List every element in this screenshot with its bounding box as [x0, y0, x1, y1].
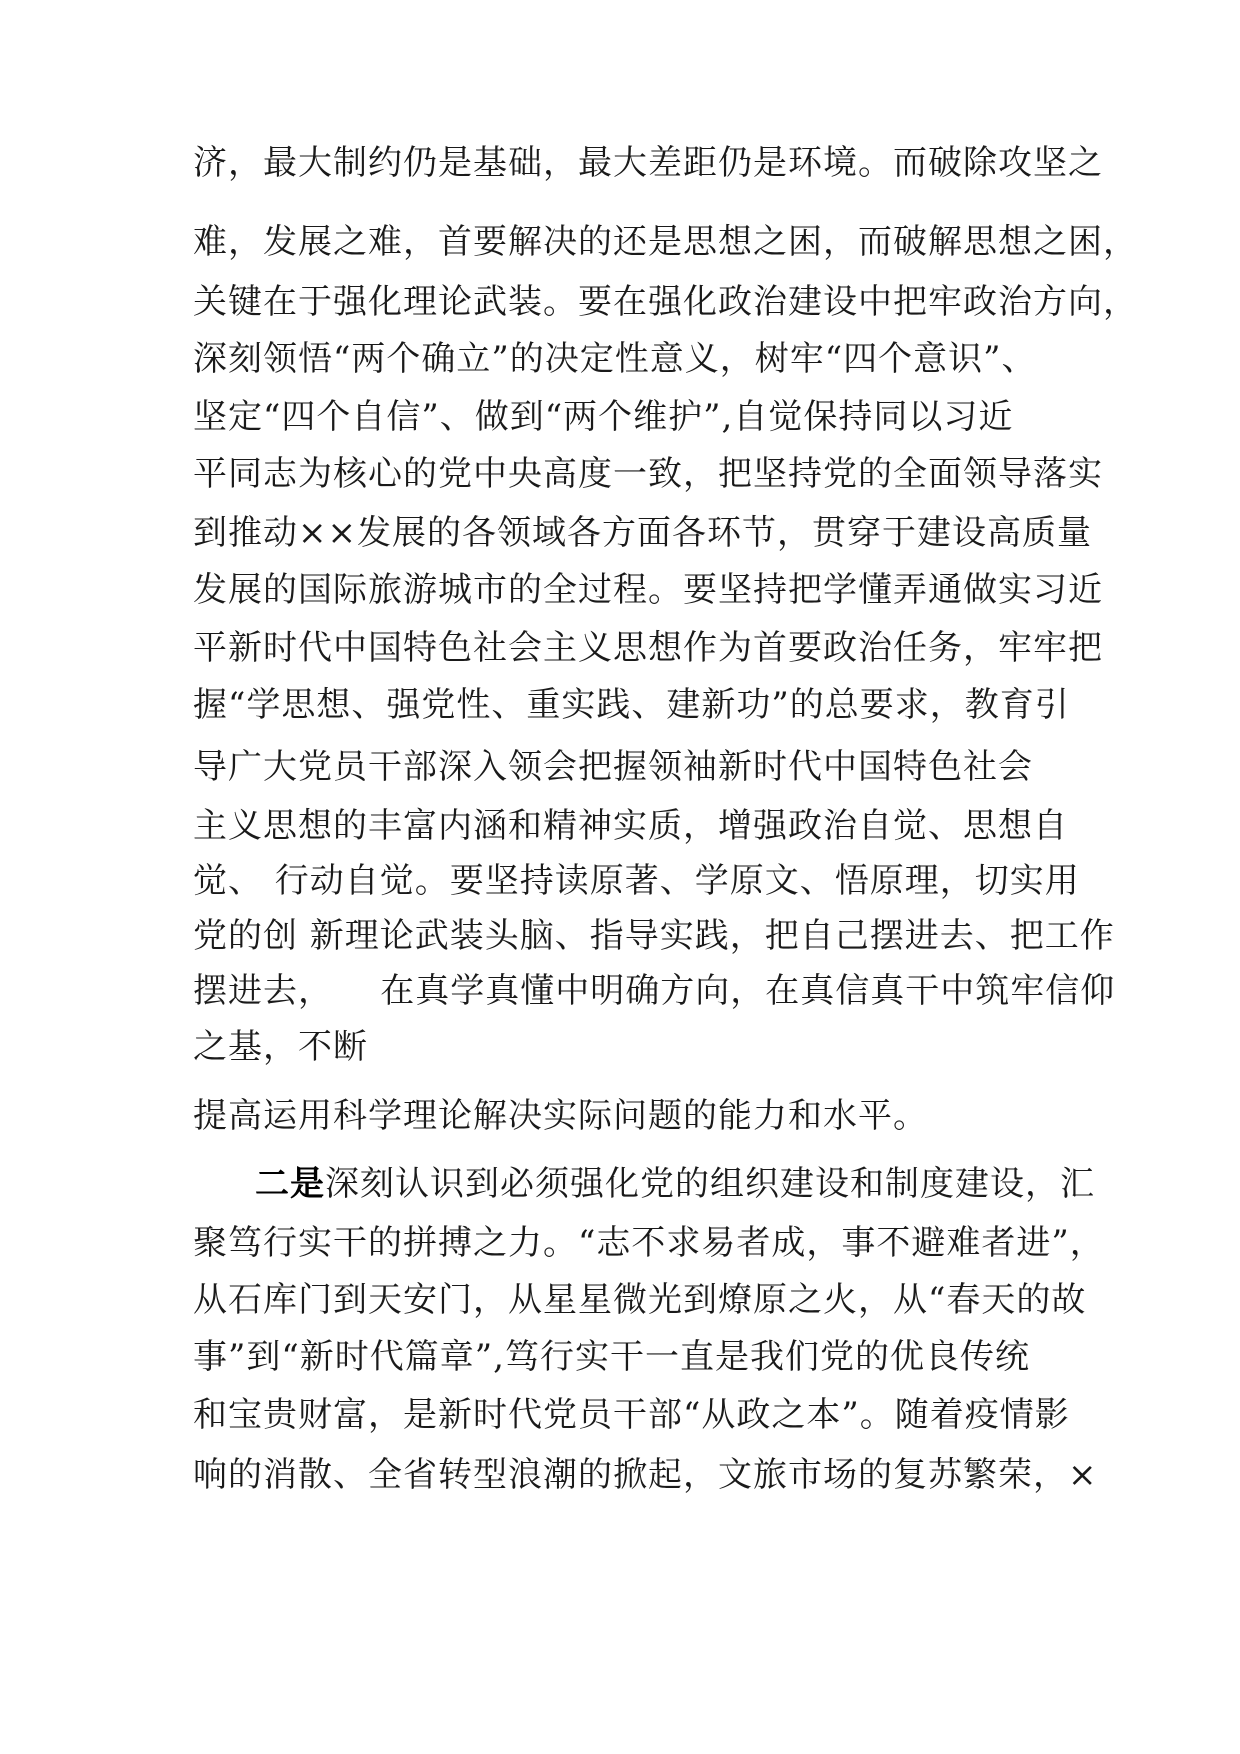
text-line: 济，最大制约仍是基础，最大差距仍是环境。而破除攻坚之 [193, 143, 1103, 183]
text-line: 事”到“新时代篇章”,笃行实干一直是我们党的优良传统 [193, 1337, 1030, 1377]
text-line: 握“学思想、强党性、重实践、建新功”的总要求，教育引 [193, 685, 1070, 725]
text-line: 难，发展之难，首要解决的还是思想之困，而破解思想之困， [193, 222, 1138, 262]
text-line: 平同志为核心的党中央高度一致，把坚持党的全面领导落实 [193, 454, 1103, 494]
text-line: 党的创 新理论武装头脑、指导实践，把自己摆进去、把工作 [193, 916, 1115, 956]
text-line: 响的消散、全省转型浪潮的掀起，文旅市场的复苏繁荣，× [193, 1455, 1098, 1495]
text-line: 坚定“四个自信”、做到“两个维护”,自觉保持同以习近 [193, 397, 1014, 437]
paragraph-2-first-line-text: 深刻认识到必须强化党的组织建设和制度建设，汇 [325, 1164, 1095, 1204]
text-line: 之基，不断 [193, 1027, 368, 1067]
paragraph-2-first-line [255, 1164, 1095, 1204]
text-line: 导广大党员干部深入领会把握领袖新时代中国特色社会 [193, 747, 1033, 787]
text-line: 提高运用科学理论解决实际问题的能力和水平。 [193, 1096, 928, 1136]
text-line: 发展的国际旅游城市的全过程。要坚持把学懂弄通做实习近 [193, 570, 1103, 610]
text-line: 和宝贵财富，是新时代党员干部“从政之本”。随着疫情影 [193, 1395, 1070, 1435]
text-line: 从石库门到天安门，从星星微光到燎原之火，从“春天的故 [193, 1280, 1087, 1320]
text-line: 摆进去， 在真学真懂中明确方向，在真信真干中筑牢信仰 [193, 971, 1116, 1011]
text-line: 觉、 行动自觉。要坚持读原著、学原文、悟原理，切实用 [193, 861, 1080, 901]
text-line: 聚笃行实干的拼搏之力。“志不求易者成，事不避难者进”， [193, 1223, 1105, 1263]
text-line: 主义思想的丰富内涵和精神实质，增强政治自觉、思想自 [193, 806, 1068, 846]
paragraph-2-lead: 二是 [255, 1164, 325, 1204]
text-line: 深刻领悟“两个确立”的决定性意义，树牢“四个意识”、 [193, 339, 1037, 379]
text-line: 平新时代中国特色社会主义思想作为首要政治任务，牢牢把 [193, 628, 1103, 668]
text-line: 到推动××发展的各领域各方面各环节，贯穿于建设高质量 [193, 513, 1092, 553]
text-line: 关键在于强化理论武装。要在强化政治建设中把牢政治方向， [193, 282, 1138, 322]
